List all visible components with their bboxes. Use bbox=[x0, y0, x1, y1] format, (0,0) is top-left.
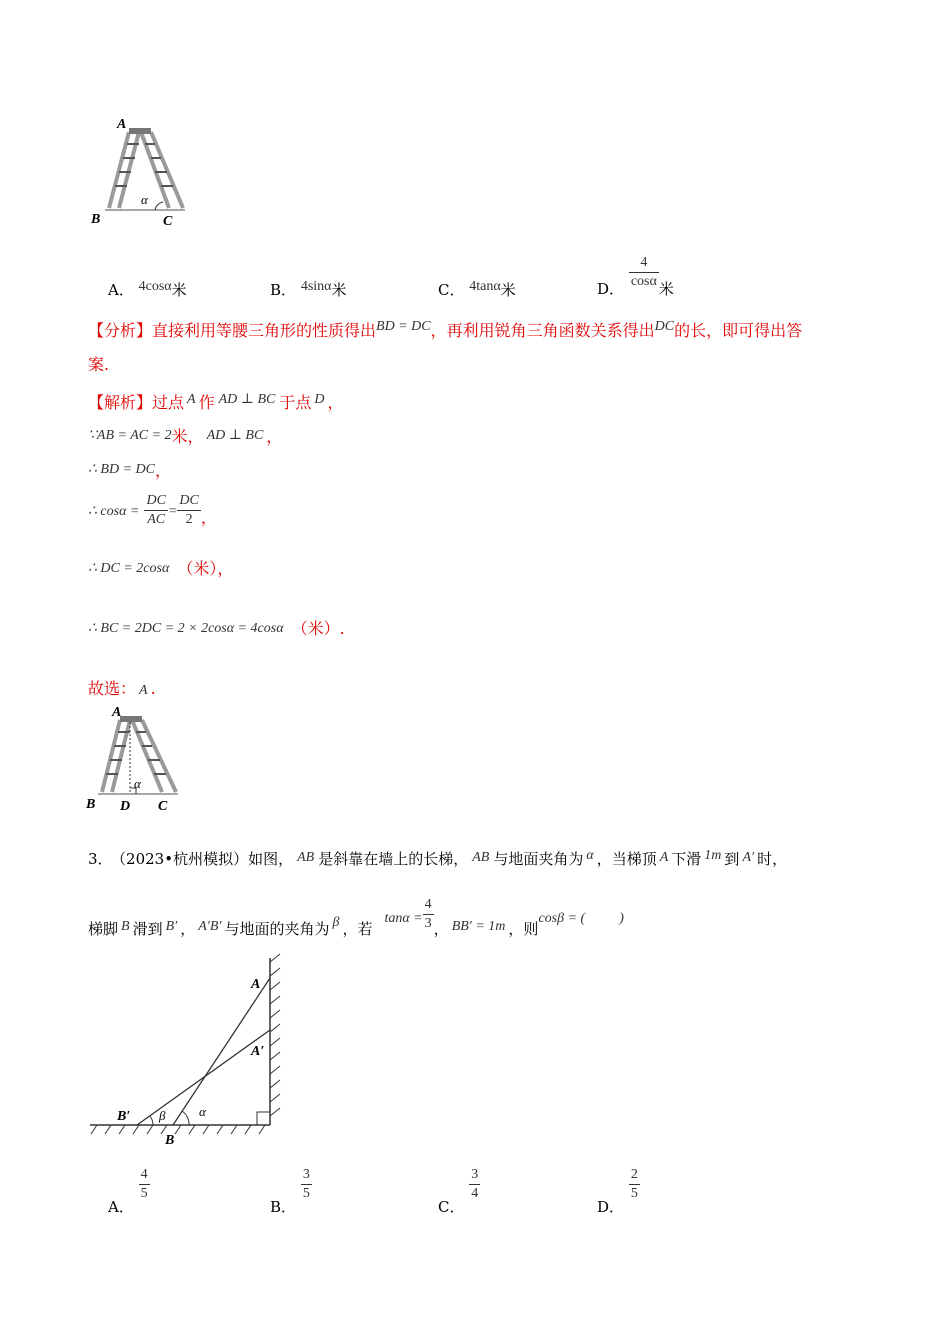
fraction-dc-2: $\frac{DC}{2}$ bbox=[179, 493, 199, 527]
option-letter: A． bbox=[108, 1198, 134, 1216]
math-expr: BD = DC bbox=[376, 319, 431, 334]
q-text: 梯脚 bbox=[88, 920, 119, 938]
q-text: 滑到 bbox=[132, 920, 163, 938]
label-A: A bbox=[117, 117, 127, 132]
solution-line-1 bbox=[88, 390, 343, 413]
q3-option-c[interactable] bbox=[438, 1166, 480, 1216]
solution-tag: 【解析】 bbox=[88, 393, 153, 412]
analysis-line-2 bbox=[88, 352, 109, 375]
label-A: A bbox=[251, 977, 261, 992]
sol-text: 作 bbox=[198, 393, 215, 412]
answer-line bbox=[88, 676, 156, 699]
q2-option-d[interactable] bbox=[597, 254, 674, 298]
sol-text: （米） bbox=[177, 559, 218, 578]
option-unit: 米 bbox=[171, 281, 187, 299]
label-C: C bbox=[163, 214, 173, 229]
q3-line-1 bbox=[88, 848, 787, 869]
math-expr: AD ⊥ BC bbox=[206, 428, 264, 443]
math-expr: α bbox=[586, 848, 594, 863]
option-letter: C． bbox=[438, 1198, 465, 1216]
label-alpha: α bbox=[199, 1104, 206, 1119]
question-source: （2023•杭州模拟） bbox=[118, 850, 249, 868]
label-B: B bbox=[91, 212, 101, 227]
option-fraction: $\frac{4}{\cos\alpha}$ bbox=[630, 255, 657, 289]
option-unit: 米 bbox=[500, 281, 516, 299]
option-letter: A． bbox=[108, 281, 134, 299]
question-number: 3． bbox=[88, 850, 113, 868]
sol-text: ， bbox=[217, 559, 234, 578]
q3-line-2 bbox=[88, 896, 624, 938]
analysis-text: 案. bbox=[88, 355, 110, 374]
label-alpha: α bbox=[134, 776, 141, 791]
q3-option-b[interactable] bbox=[270, 1166, 312, 1216]
label-beta: β bbox=[159, 1108, 166, 1123]
math-expr: A′ bbox=[742, 850, 755, 865]
q-text: ，则 bbox=[508, 920, 539, 938]
sol-text: 米， bbox=[171, 427, 204, 446]
solution-line-2 bbox=[88, 424, 282, 447]
option-letter: D． bbox=[597, 1198, 625, 1216]
math-expr: DC bbox=[654, 319, 675, 334]
sol-text: ， bbox=[266, 427, 283, 446]
q-text: ，若 bbox=[342, 920, 373, 938]
sol-text: . bbox=[150, 679, 156, 698]
math-expr: ) bbox=[619, 911, 624, 926]
analysis-line-1 bbox=[88, 318, 802, 341]
math-expr: A′B′ bbox=[198, 919, 222, 934]
math-expr: ∵AB = AC = 2 bbox=[88, 428, 172, 443]
math-expr: B bbox=[121, 919, 130, 934]
math-expr: D bbox=[314, 392, 325, 407]
q3-option-a[interactable] bbox=[108, 1166, 150, 1216]
label-B: B bbox=[165, 1133, 175, 1148]
q-text: 时， bbox=[757, 850, 788, 868]
answer-label: 故选： bbox=[88, 679, 137, 698]
option-unit: 米 bbox=[331, 281, 347, 299]
solution-line-4 bbox=[88, 492, 217, 529]
ladder-figure-2 bbox=[82, 700, 202, 818]
label-A-prime: A′ bbox=[251, 1044, 265, 1059]
q-text: ， bbox=[433, 920, 449, 938]
option-letter: D． bbox=[597, 280, 625, 298]
analysis-text: ，再利用锐角三角函数关系得出 bbox=[430, 321, 655, 340]
sol-text: ， bbox=[327, 393, 344, 412]
q-text: ， bbox=[180, 920, 196, 938]
wall-ladder-figure bbox=[85, 950, 300, 1150]
analysis-tag: 【分析】 bbox=[88, 321, 153, 340]
q-text: 下滑 bbox=[671, 850, 702, 868]
answer-value: A bbox=[139, 683, 148, 698]
sol-text: ， bbox=[200, 508, 217, 527]
label-A: A bbox=[112, 705, 122, 720]
math-expr: tanα = bbox=[384, 911, 423, 926]
solution-line-3 bbox=[88, 458, 171, 481]
option-letter: C． bbox=[438, 281, 465, 299]
fraction-tan: $\frac{4}{3}$ bbox=[424, 897, 432, 931]
option-fraction: $\frac{3}{5}$ bbox=[302, 1167, 310, 1201]
option-expr: 4tanα bbox=[469, 279, 501, 294]
sol-text: . bbox=[339, 619, 345, 638]
label-alpha: α bbox=[141, 192, 148, 207]
label-B-prime: B′ bbox=[117, 1109, 131, 1124]
q2-option-c[interactable] bbox=[438, 279, 516, 300]
label-C: C bbox=[158, 799, 168, 814]
math-expr: AB bbox=[297, 850, 315, 865]
math-expr: 1m bbox=[704, 848, 722, 863]
math-expr: = bbox=[167, 504, 178, 519]
math-expr: ∴ cosα = bbox=[88, 504, 140, 519]
q-text: 与地面的夹角为 bbox=[224, 920, 330, 938]
analysis-text: 的长，即可得出答 bbox=[674, 321, 803, 340]
label-B: B bbox=[86, 797, 96, 812]
option-letter: B． bbox=[270, 281, 297, 299]
math-expr: ∴ DC = 2cosα bbox=[88, 561, 170, 576]
option-expr: 4cosα bbox=[138, 279, 172, 294]
math-expr: AB bbox=[472, 850, 490, 865]
option-letter: B． bbox=[270, 1198, 297, 1216]
math-expr: ∴ BC = 2DC = 2 × 2cosα = 4cosα bbox=[88, 621, 284, 636]
math-expr: ∴ BD = DC bbox=[88, 462, 155, 477]
ladder-figure-1 bbox=[85, 110, 205, 235]
q2-option-a[interactable] bbox=[108, 279, 187, 300]
q-text: 到 bbox=[724, 850, 740, 868]
math-expr: β bbox=[332, 915, 340, 930]
q-text: 如图， bbox=[248, 850, 294, 868]
solution-line-5 bbox=[88, 556, 233, 579]
math-expr: A bbox=[659, 850, 669, 865]
q-text: 与地面夹角为 bbox=[493, 850, 584, 868]
solution-line-6 bbox=[88, 616, 345, 639]
math-expr: B′ bbox=[165, 919, 178, 934]
option-expr: 4sinα bbox=[300, 279, 332, 294]
sol-text: 于点 bbox=[279, 393, 312, 412]
math-expr: cosβ = ( bbox=[538, 911, 586, 926]
fraction-dc-ac: $\frac{DC}{AC}$ bbox=[146, 493, 166, 527]
q-text: 是斜靠在墙上的长梯， bbox=[318, 850, 469, 868]
q3-option-d[interactable] bbox=[597, 1166, 640, 1216]
analysis-text: 直接利用等腰三角形的性质得出 bbox=[152, 321, 377, 340]
option-fraction: $\frac{4}{5}$ bbox=[140, 1167, 148, 1201]
option-fraction: $\frac{2}{5}$ bbox=[630, 1167, 638, 1201]
option-unit: 米 bbox=[658, 280, 674, 298]
sol-text: （米） bbox=[291, 619, 340, 638]
sol-text: 过点 bbox=[152, 393, 185, 412]
q-text: ，当梯顶 bbox=[596, 850, 657, 868]
sol-text: ， bbox=[154, 461, 171, 480]
q2-option-b[interactable] bbox=[270, 279, 347, 300]
math-expr: BB′ = 1m bbox=[451, 919, 506, 934]
math-expr: A bbox=[187, 392, 196, 407]
label-D: D bbox=[120, 799, 131, 814]
option-fraction: $\frac{3}{4}$ bbox=[471, 1167, 479, 1201]
math-expr: AD ⊥ BC bbox=[218, 392, 276, 407]
